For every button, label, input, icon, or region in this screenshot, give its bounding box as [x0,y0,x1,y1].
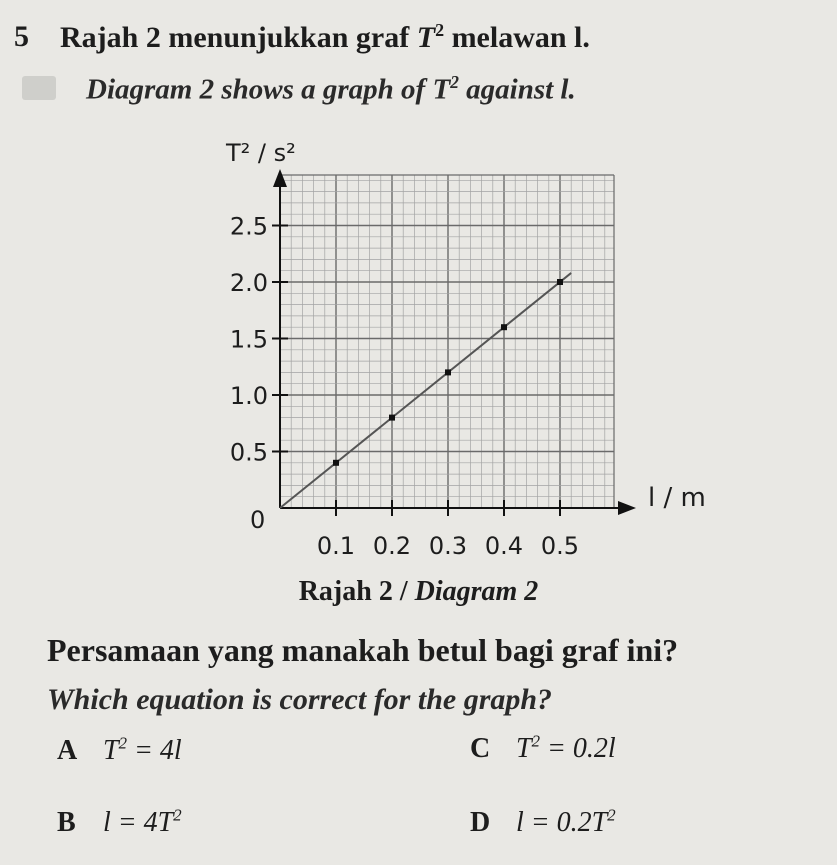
question-en-var: T [432,73,451,106]
question-text-malay [60,20,590,55]
marker-badge [22,76,56,100]
diagram-caption [0,576,837,608]
question-text-english [86,72,576,107]
option-c-lhs: T [516,733,532,765]
option-d-rhs: = 0.2T [523,807,608,839]
x-axis-arrow [618,501,636,515]
question-en-exp: 2 [450,72,459,92]
option-a-lhs-exp: 2 [118,734,127,753]
option-d-letter: D [470,807,491,839]
option-d[interactable] [470,806,616,839]
data-point [501,324,507,330]
y-tick-label: 1.0 [229,382,268,410]
x-tick-label: 0.3 [428,532,468,560]
option-c-rhs: = 0.2l [539,733,616,765]
y-tick-label: 2.0 [229,269,268,297]
y-tick-label: 1.5 [229,325,268,354]
question-ms-exp: 2 [435,20,445,40]
question-en-post: against l. [458,73,576,106]
option-c-lhs-exp: 2 [531,732,540,751]
prompt-malay: Persamaan yang manakah betul bagi graf ini? [47,632,679,668]
question-ms-post: melawan l. [444,21,590,54]
option-b-lhs: l [103,807,111,839]
y-tick-label: 0.5 [229,438,268,467]
data-point [557,279,563,285]
prompt-english: Which equation is correct for the graph? [47,683,553,716]
x-axis-label: l / m [648,483,706,513]
x-tick-label: 0.2 [372,532,412,560]
x-tick-label: 0.1 [316,532,356,560]
data-point [445,369,451,375]
y-axis-arrow [273,169,287,187]
x-tick-label: 0.4 [484,532,524,560]
option-a-letter: A [57,735,78,767]
graph-t2-vs-l [195,135,715,560]
option-b-rhs: = 4T [110,807,174,839]
x-tick-label: 0.5 [540,532,580,560]
question-en-pre: Diagram 2 shows a graph of [86,73,433,106]
option-c-letter: C [470,733,491,765]
y-tick-label: 2.5 [229,212,268,241]
y-axis-label: T² / s² [226,139,296,167]
option-d-rhs-exp: 2 [607,806,616,825]
option-a[interactable] [57,734,182,767]
data-point [333,460,339,466]
option-a-lhs: T [103,735,119,767]
question-ms-pre: Rajah 2 menunjukkan graf [60,21,417,54]
option-b-rhs-exp: 2 [173,806,182,825]
caption-separator: / [392,576,415,607]
question-ms-var: T [416,21,436,54]
data-point [389,415,395,421]
origin-label: 0 [250,506,266,534]
option-d-lhs: l [516,807,524,839]
caption-malay: Rajah 2 [298,576,393,607]
option-c[interactable] [470,732,616,765]
question-number: 5 [14,20,29,53]
option-a-rhs: = 4l [126,735,182,767]
option-b-letter: B [57,807,76,839]
option-b[interactable] [57,806,182,839]
chart-grid [280,175,614,508]
caption-english: Diagram 2 [414,576,539,607]
